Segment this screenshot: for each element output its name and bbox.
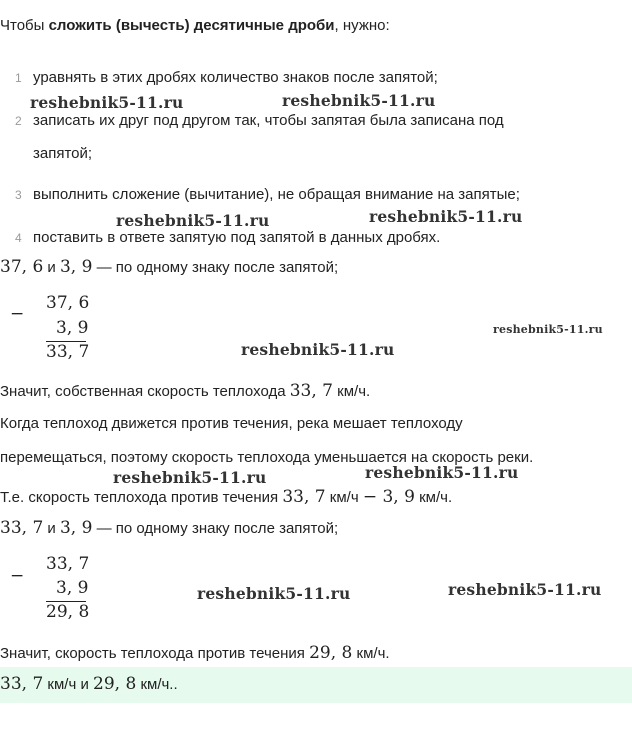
watermark: reshebnik5-11.ru <box>113 468 267 487</box>
step-3-number: 3 <box>15 188 22 202</box>
calc2-result: 29, 8 <box>46 602 90 622</box>
conclusion1-unit: км/ч. <box>332 383 371 400</box>
intro-bold: сложить (вычесть) десятичные дроби <box>48 17 335 34</box>
watermark: reshebnik5-11.ru <box>493 323 603 336</box>
answer-a: 33, 7 <box>0 674 44 694</box>
conclusion2-value: 29, 8 <box>309 643 353 663</box>
calc1-result: 33, 7 <box>46 342 90 362</box>
watermark: reshebnik5-11.ru <box>30 93 184 112</box>
intro-prefix: Чтобы <box>0 17 49 34</box>
calc1-top: 37, 6 <box>46 293 90 313</box>
answer-box <box>0 667 632 703</box>
calc2-minus-sign: − <box>10 566 25 586</box>
step-1-number: 1 <box>15 71 22 85</box>
compare-line-2 <box>0 518 338 538</box>
answer-unit1: км/ч и <box>43 676 94 693</box>
compare2-b: 3, 9 <box>59 518 93 538</box>
te-text: Т.е. скорость теплохода против течения <box>0 489 283 506</box>
answer-b: 29, 8 <box>93 674 137 694</box>
conclusion2-unit: км/ч. <box>352 645 390 662</box>
conclusion1-text: Значит, собственная скорость теплохода <box>0 383 290 400</box>
te-b: 3, 9 <box>382 487 415 507</box>
answer-unit2: км/ч.. <box>136 676 178 693</box>
watermark: reshebnik5-11.ru <box>241 340 395 359</box>
compare1-a: 37, 6 <box>0 257 44 277</box>
step-1-text: уравнять в этих дробях количество знаков после запятой; <box>33 69 438 86</box>
step-4-number: 4 <box>15 231 22 245</box>
te-a: 33, 7 <box>282 487 326 507</box>
watermark: reshebnik5-11.ru <box>369 207 523 226</box>
te-line <box>0 487 452 507</box>
calc2-top: 33, 7 <box>46 554 90 574</box>
conclusion-1 <box>0 381 370 401</box>
step-4-text: поставить в ответе запятую под запятой в данных дробях. <box>33 229 441 246</box>
paragraph-line-1: Когда теплоход движется против течения, река мешает теплоходу <box>0 415 463 432</box>
step-2-text-line1: записать их друг под другом так, чтобы запятая была записана под <box>33 112 504 129</box>
watermark: reshebnik5-11.ru <box>197 584 351 603</box>
watermark: reshebnik5-11.ru <box>116 211 270 230</box>
step-2-text-line2: запятой; <box>33 145 93 162</box>
paragraph-line-2: перемещаться, поэтому скорость теплохода уменьшается на скорость реки. <box>0 449 534 466</box>
compare1-tail: — по одному знаку после запятой; <box>92 259 339 276</box>
compare1-b: 3, 9 <box>59 257 93 277</box>
calc1-bottom: 3, 9 <box>56 318 89 338</box>
compare2-a: 33, 7 <box>0 518 44 538</box>
watermark: reshebnik5-11.ru <box>282 91 436 110</box>
calc2-bottom: 3, 9 <box>56 578 89 598</box>
intro-text <box>0 17 390 34</box>
intro-suffix: , нужно: <box>334 17 390 34</box>
conclusion2-text: Значит, скорость теплохода против течения <box>0 645 310 662</box>
compare2-and: и <box>43 520 60 537</box>
compare2-tail: — по одному знаку после запятой; <box>92 520 339 537</box>
watermark: reshebnik5-11.ru <box>448 580 602 599</box>
te-unit2: км/ч. <box>414 489 453 506</box>
compare-line-1 <box>0 257 338 277</box>
conclusion-2 <box>0 643 390 663</box>
watermark: reshebnik5-11.ru <box>365 463 519 482</box>
te-minus: − <box>362 487 383 507</box>
answer-text <box>0 674 178 694</box>
te-unit1: км/ч <box>325 489 363 506</box>
conclusion1-value: 33, 7 <box>289 381 333 401</box>
compare1-and: и <box>43 259 60 276</box>
calc1-minus-sign: − <box>10 304 25 324</box>
step-2-number: 2 <box>15 114 22 128</box>
step-3-text: выполнить сложение (вычитание), не обращая внимание на запятые; <box>33 186 520 203</box>
